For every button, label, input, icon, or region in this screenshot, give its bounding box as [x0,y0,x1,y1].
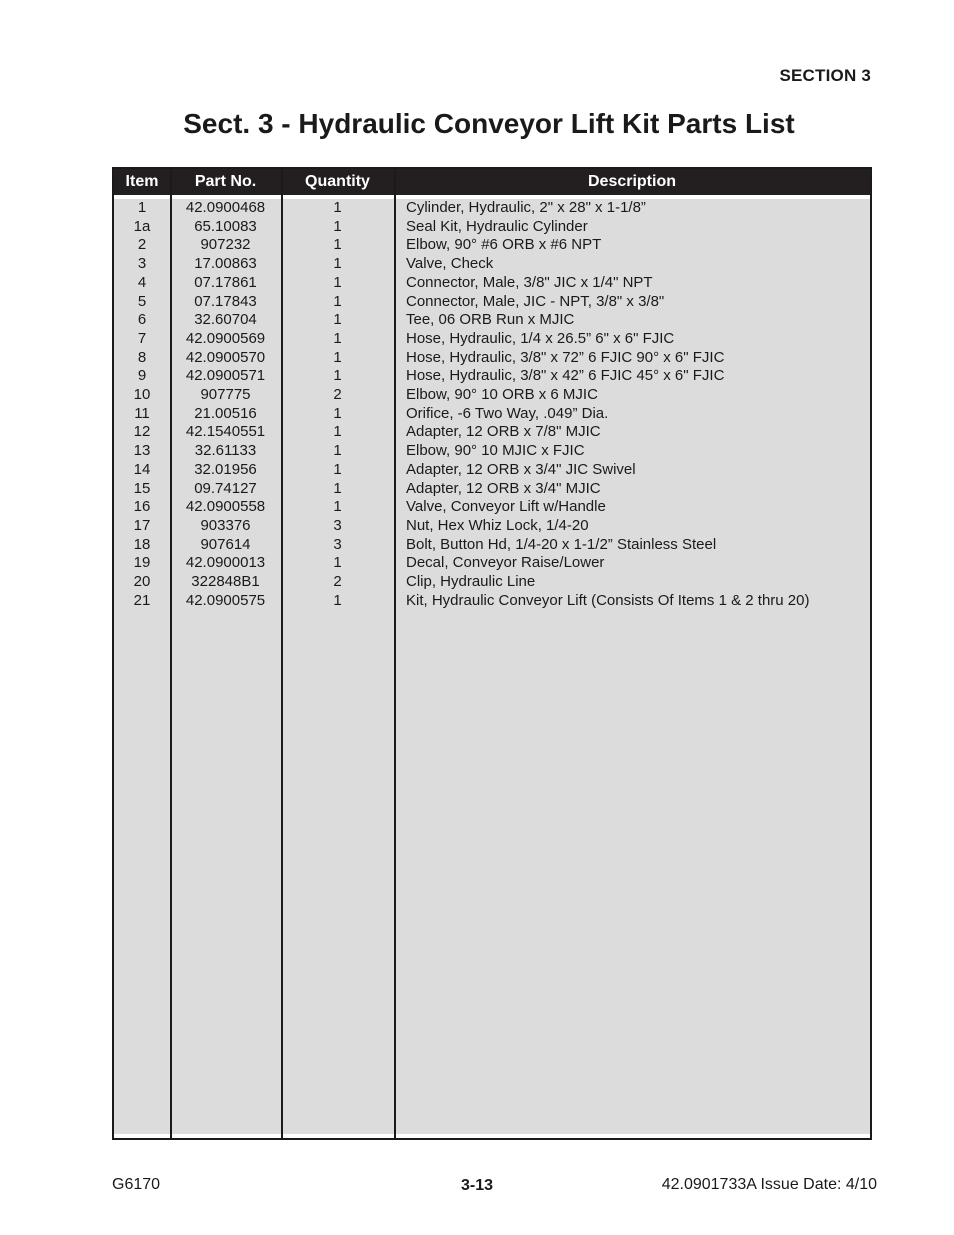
cell-description [394,891,870,910]
cell-item [114,909,170,928]
cell-quantity [281,1059,394,1078]
cell-quantity [281,984,394,1003]
cell-quantity [281,610,394,629]
cell-part-no: 32.61133 [170,442,281,461]
cell-item [114,741,170,760]
cell-quantity: 1 [281,554,394,573]
empty-table-row [114,853,870,872]
table-row [114,274,870,293]
cell-quantity: 1 [281,236,394,255]
cell-description [394,1096,870,1115]
cell-part-no [170,704,281,723]
table-row [114,573,870,592]
cell-item: 7 [114,330,170,349]
cell-item: 13 [114,442,170,461]
empty-table-row [114,1022,870,1041]
cell-quantity: 1 [281,311,394,330]
cell-part-no: 42.0900575 [170,592,281,611]
cell-description: Elbow, 90° #6 ORB x #6 NPT [394,236,870,255]
cell-item [114,1003,170,1022]
cell-part-no [170,909,281,928]
cell-part-no [170,853,281,872]
cell-part-no [170,797,281,816]
cell-item: 2 [114,236,170,255]
cell-part-no [170,1040,281,1059]
cell-quantity: 1 [281,255,394,274]
cell-quantity [281,1078,394,1097]
cell-item [114,984,170,1003]
cell-description [394,760,870,779]
empty-table-row [114,629,870,648]
cell-description [394,797,870,816]
cell-description: Hose, Hydraulic, 3/8" x 72” 6 FJIC 90° x 6" FJIC [394,349,870,368]
empty-table-row [114,779,870,798]
table-header-row [114,169,870,195]
cell-item: 9 [114,367,170,386]
cell-part-no: 42.0900468 [170,199,281,218]
parts-table-container [112,167,872,1140]
cell-quantity [281,779,394,798]
cell-quantity [281,966,394,985]
empty-table-row [114,1115,870,1134]
cell-item [114,723,170,742]
cell-description: Nut, Hex Whiz Lock, 1/4-20 [394,517,870,536]
cell-item: 20 [114,573,170,592]
cell-description: Elbow, 90° 10 MJIC x FJIC [394,442,870,461]
cell-item: 16 [114,498,170,517]
empty-table-row [114,1059,870,1078]
cell-quantity: 1 [281,461,394,480]
cell-description: Seal Kit, Hydraulic Cylinder [394,218,870,237]
cell-part-no [170,1022,281,1041]
cell-quantity: 1 [281,405,394,424]
cell-part-no: 21.00516 [170,405,281,424]
table-row [114,293,870,312]
cell-quantity [281,816,394,835]
cell-part-no [170,835,281,854]
cell-quantity [281,741,394,760]
cell-description [394,629,870,648]
empty-table-row [114,947,870,966]
cell-item [114,1096,170,1115]
cell-item [114,891,170,910]
cell-part-no [170,1115,281,1134]
cell-quantity: 1 [281,199,394,218]
cell-quantity: 3 [281,536,394,555]
cell-quantity [281,685,394,704]
cell-item [114,760,170,779]
cell-quantity: 1 [281,293,394,312]
cell-part-no [170,723,281,742]
cell-item: 8 [114,349,170,368]
cell-quantity [281,760,394,779]
cell-part-no [170,667,281,686]
table-row [114,442,870,461]
cell-quantity [281,947,394,966]
cell-description: Kit, Hydraulic Conveyor Lift (Consists Of Items 1 & 2 thru 20) [394,592,870,611]
table-row [114,367,870,386]
cell-part-no [170,966,281,985]
cell-description [394,1078,870,1097]
cell-quantity [281,723,394,742]
cell-description [394,947,870,966]
cell-quantity: 1 [281,592,394,611]
empty-table-row [114,891,870,910]
cell-quantity: 1 [281,480,394,499]
cell-description [394,741,870,760]
cell-part-no [170,779,281,798]
cell-part-no: 17.00863 [170,255,281,274]
empty-table-row [114,1096,870,1115]
cell-quantity [281,1096,394,1115]
table-row [114,311,870,330]
cell-part-no [170,741,281,760]
cell-quantity: 1 [281,349,394,368]
cell-item: 18 [114,536,170,555]
cell-part-no: 907232 [170,236,281,255]
cell-item [114,835,170,854]
cell-description: Hose, Hydraulic, 1/4 x 26.5” 6" x 6" FJIC [394,330,870,349]
footer-doc-issue: 42.0901733A Issue Date: 4/10 [661,1176,877,1193]
table-row [114,423,870,442]
empty-table-row [114,1040,870,1059]
table-row [114,592,870,611]
cell-quantity [281,1022,394,1041]
empty-table-row [114,704,870,723]
cell-quantity: 2 [281,573,394,592]
empty-table-row [114,685,870,704]
cell-quantity [281,1003,394,1022]
cell-description [394,1003,870,1022]
cell-item: 1a [114,218,170,237]
cell-quantity [281,835,394,854]
empty-table-row [114,1003,870,1022]
cell-quantity: 1 [281,498,394,517]
table-row [114,199,870,218]
cell-quantity: 1 [281,218,394,237]
cell-part-no [170,1003,281,1022]
empty-table-row [114,909,870,928]
cell-description [394,928,870,947]
table-row [114,554,870,573]
cell-quantity [281,797,394,816]
cell-part-no: 32.01956 [170,461,281,480]
cell-description: Orifice, -6 Two Way, .049” Dia. [394,405,870,424]
cell-item [114,947,170,966]
cell-part-no [170,1059,281,1078]
cell-description [394,779,870,798]
cell-description [394,1059,870,1078]
cell-item: 11 [114,405,170,424]
cell-item [114,648,170,667]
cell-item [114,629,170,648]
empty-table-row [114,984,870,1003]
cell-item: 3 [114,255,170,274]
empty-table-row [114,723,870,742]
cell-description: Decal, Conveyor Raise/Lower [394,554,870,573]
cell-description [394,816,870,835]
page-title: Sect. 3 - Hydraulic Conveyor Lift Kit Parts List [183,108,795,139]
cell-item [114,667,170,686]
cell-quantity: 1 [281,442,394,461]
cell-quantity: 2 [281,386,394,405]
cell-description [394,835,870,854]
cell-description [394,984,870,1003]
cell-part-no [170,760,281,779]
cell-item [114,1078,170,1097]
cell-part-no: 907775 [170,386,281,405]
cell-quantity [281,667,394,686]
cell-description: Adapter, 12 ORB x 7/8" MJIC [394,423,870,442]
cell-description [394,1115,870,1134]
cell-description [394,610,870,629]
cell-part-no: 07.17861 [170,274,281,293]
empty-table-row [114,816,870,835]
cell-quantity [281,909,394,928]
cell-quantity [281,1115,394,1134]
cell-part-no [170,1096,281,1115]
parts-table [114,169,870,1134]
table-row [114,517,870,536]
section-label: SECTION 3 [779,66,871,85]
cell-quantity [281,629,394,648]
table-row [114,330,870,349]
cell-part-no: 07.17843 [170,293,281,312]
cell-item [114,704,170,723]
cell-part-no: 907614 [170,536,281,555]
cell-item: 4 [114,274,170,293]
cell-part-no [170,984,281,1003]
cell-quantity: 1 [281,274,394,293]
cell-item [114,872,170,891]
table-row [114,386,870,405]
cell-description [394,648,870,667]
column-header-description: Description [394,169,870,195]
cell-description: Adapter, 12 ORB x 3/4" MJIC [394,480,870,499]
cell-part-no: 42.0900570 [170,349,281,368]
cell-item [114,1022,170,1041]
cell-part-no [170,928,281,947]
column-header-part-no: Part No. [170,169,281,195]
cell-item [114,610,170,629]
table-row [114,536,870,555]
cell-description: Valve, Conveyor Lift w/Handle [394,498,870,517]
table-row [114,255,870,274]
table-row [114,349,870,368]
empty-table-row [114,797,870,816]
cell-item [114,685,170,704]
cell-quantity [281,891,394,910]
cell-description [394,853,870,872]
cell-part-no [170,610,281,629]
empty-table-row [114,648,870,667]
cell-part-no [170,648,281,667]
cell-description: Tee, 06 ORB Run x MJIC [394,311,870,330]
cell-item: 19 [114,554,170,573]
table-row [114,480,870,499]
cell-description: Hose, Hydraulic, 3/8" x 42” 6 FJIC 45° x 6" FJIC [394,367,870,386]
cell-description [394,685,870,704]
empty-table-row [114,760,870,779]
cell-quantity: 1 [281,330,394,349]
cell-part-no [170,629,281,648]
cell-description: Bolt, Button Hd, 1/4-20 x 1-1/2” Stainless Steel [394,536,870,555]
cell-item: 6 [114,311,170,330]
cell-item: 1 [114,199,170,218]
cell-part-no: 42.0900558 [170,498,281,517]
cell-description [394,667,870,686]
cell-description: Clip, Hydraulic Line [394,573,870,592]
table-row [114,498,870,517]
cell-part-no: 42.0900571 [170,367,281,386]
cell-description: Cylinder, Hydraulic, 2" x 28" x 1-1/8” [394,199,870,218]
footer-model: G6170 [112,1176,161,1193]
cell-description: Valve, Check [394,255,870,274]
cell-item: 12 [114,423,170,442]
cell-quantity [281,928,394,947]
cell-quantity: 1 [281,367,394,386]
cell-description: Adapter, 12 ORB x 3/4" JIC Swivel [394,461,870,480]
cell-description [394,1022,870,1041]
cell-part-no: 322848B1 [170,573,281,592]
table-row [114,461,870,480]
cell-item [114,797,170,816]
cell-part-no: 903376 [170,517,281,536]
empty-table-row [114,966,870,985]
cell-quantity: 3 [281,517,394,536]
cell-description [394,723,870,742]
cell-item [114,966,170,985]
cell-item: 10 [114,386,170,405]
cell-part-no [170,685,281,704]
cell-item [114,1059,170,1078]
empty-table-row [114,928,870,947]
cell-description [394,966,870,985]
footer-page-number: 3-13 [460,1177,494,1194]
cell-part-no: 65.10083 [170,218,281,237]
cell-quantity: 1 [281,423,394,442]
cell-description [394,909,870,928]
cell-description: Elbow, 90° 10 ORB x 6 MJIC [394,386,870,405]
cell-description [394,1040,870,1059]
cell-item [114,779,170,798]
cell-description [394,872,870,891]
empty-table-row [114,835,870,854]
cell-item [114,928,170,947]
empty-table-row [114,1078,870,1097]
cell-item: 17 [114,517,170,536]
cell-item [114,1040,170,1059]
table-row [114,236,870,255]
cell-quantity [281,704,394,723]
cell-item: 14 [114,461,170,480]
empty-table-row [114,667,870,686]
cell-part-no: 42.0900569 [170,330,281,349]
cell-item: 5 [114,293,170,312]
cell-item: 15 [114,480,170,499]
cell-part-no [170,1078,281,1097]
cell-item [114,853,170,872]
empty-table-row [114,610,870,629]
cell-part-no: 42.0900013 [170,554,281,573]
cell-quantity [281,853,394,872]
cell-part-no: 42.1540551 [170,423,281,442]
cell-description [394,704,870,723]
table-row [114,218,870,237]
cell-item [114,816,170,835]
cell-description: Connector, Male, JIC - NPT, 3/8" x 3/8" [394,293,870,312]
column-header-quantity: Quantity [281,169,394,195]
empty-table-row [114,872,870,891]
cell-quantity [281,648,394,667]
cell-part-no [170,816,281,835]
cell-part-no: 09.74127 [170,480,281,499]
cell-item [114,1115,170,1134]
cell-part-no: 32.60704 [170,311,281,330]
cell-description: Connector, Male, 3/8" JIC x 1/4" NPT [394,274,870,293]
cell-part-no [170,872,281,891]
table-row [114,405,870,424]
cell-item: 21 [114,592,170,611]
cell-quantity [281,1040,394,1059]
cell-part-no [170,891,281,910]
cell-quantity [281,872,394,891]
empty-table-row [114,741,870,760]
cell-part-no [170,947,281,966]
parts-table-body [114,195,870,1134]
column-header-item: Item [114,169,170,195]
